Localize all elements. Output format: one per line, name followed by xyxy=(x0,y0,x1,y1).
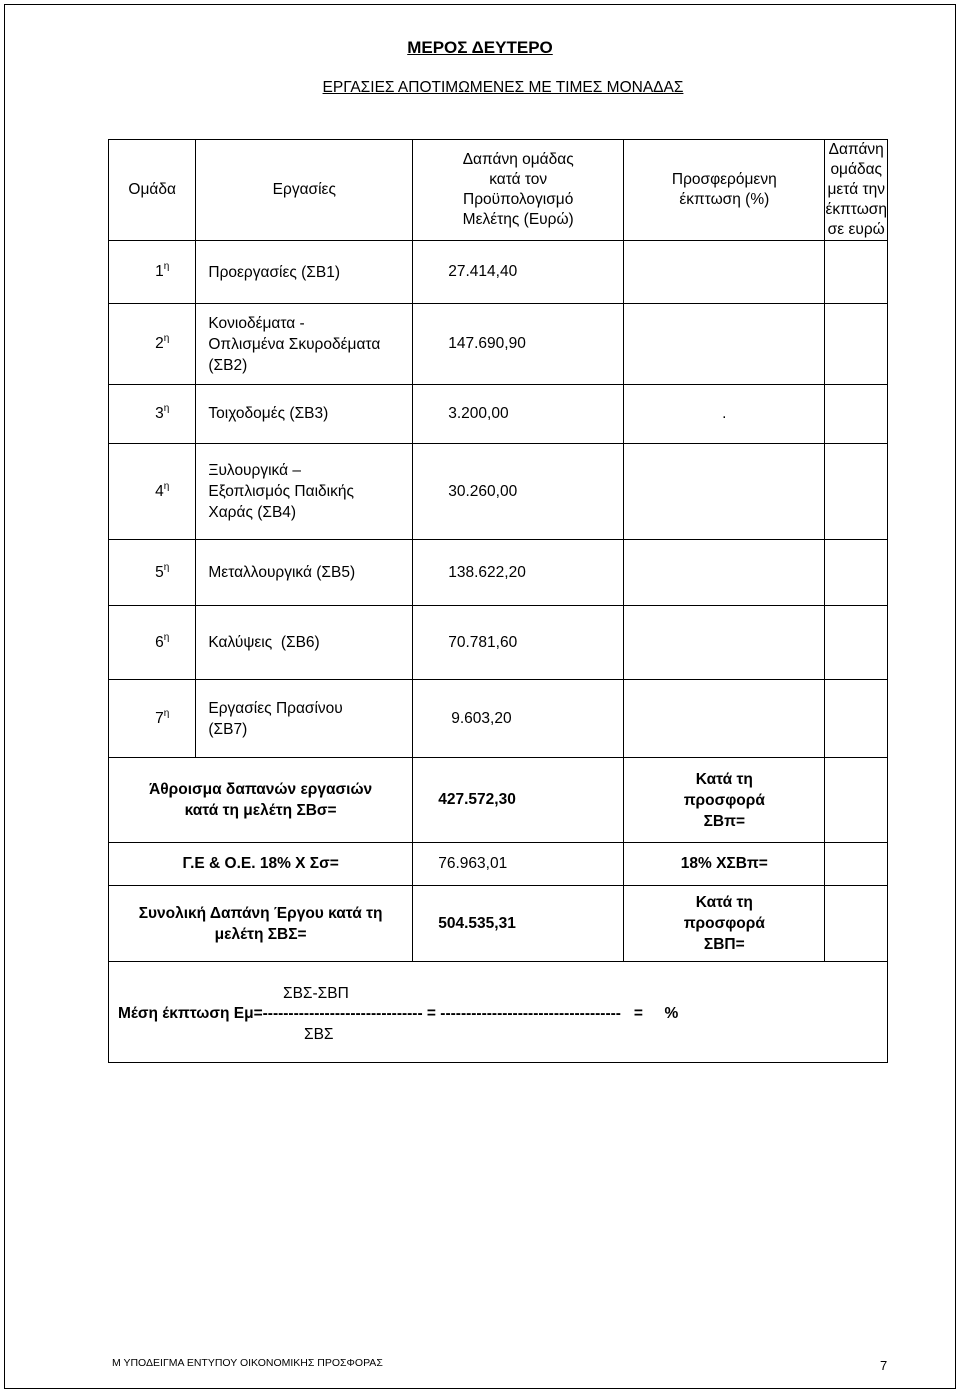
header-discount xyxy=(624,140,825,241)
discount-value xyxy=(624,304,825,385)
group-num: 6 xyxy=(155,633,164,651)
work-line: Ξυλουργικά – xyxy=(208,462,301,479)
header-works: Εργασίες xyxy=(196,140,413,241)
header-cost-line: Προϋπολογισμό xyxy=(463,191,574,208)
after-value xyxy=(825,606,888,680)
header-after-line: μετά την έκπτωση xyxy=(825,181,887,218)
header-cost-line: κατά τον xyxy=(489,171,548,188)
group-sup: η xyxy=(163,631,170,643)
sum-offer-line: ΣΒπ= xyxy=(703,812,745,830)
group-num: 5 xyxy=(155,563,164,581)
group-sup: η xyxy=(163,480,170,492)
discount-value: . xyxy=(624,385,825,444)
discount-value xyxy=(624,444,825,540)
group-number xyxy=(109,241,196,304)
formula-text: Μέση έκπτωση Εμ=------------------------------- = ----------------------------------- = % xyxy=(118,1005,679,1022)
discount-value xyxy=(624,241,825,304)
formula-denominator: ΣΒΣ xyxy=(304,1026,334,1043)
header-discount-line: Προσφερόμενη xyxy=(671,171,777,188)
header-cost-line: Μελέτης (Ευρώ) xyxy=(462,211,574,228)
work-line: Τοιχοδομές (ΣΒ3) xyxy=(208,405,329,422)
table-header-row xyxy=(109,140,888,241)
work-line: Κονιοδέματα - xyxy=(208,314,305,332)
table-row xyxy=(109,241,888,304)
work-name xyxy=(196,385,413,444)
table-row xyxy=(109,304,888,385)
group-sup: η xyxy=(163,333,170,344)
work-line: Προεργασίες (ΣΒ1) xyxy=(208,263,341,281)
total-offer-line: προσφορά xyxy=(683,915,765,932)
group-number xyxy=(109,444,196,540)
total-after xyxy=(825,886,888,962)
work-name xyxy=(196,304,413,385)
discount-value xyxy=(624,540,825,606)
sum-label-line: κατά τη μελέτη ΣΒσ= xyxy=(184,802,337,819)
table-row xyxy=(109,680,888,758)
sum-offer xyxy=(624,758,825,843)
after-value xyxy=(825,385,888,444)
cost-table xyxy=(108,139,888,1063)
group-num: 3 xyxy=(155,405,164,422)
group-sup: η xyxy=(163,561,170,573)
sum-row xyxy=(109,758,888,843)
work-line: Εργασίες Πρασίνου xyxy=(208,699,343,717)
table-row xyxy=(109,606,888,680)
header-after-line: Δαπάνη ομάδας xyxy=(828,141,884,178)
group-number xyxy=(109,385,196,444)
work-name xyxy=(196,606,413,680)
footer-text: Μ ΥΠΟΔΕΙΓΜΑ ΕΝΤΥΠΟΥ ΟΙΚΟΝΟΜΙΚΗΣ ΠΡΟΣΦΟΡΑΣ xyxy=(112,1357,383,1369)
group-num: 2 xyxy=(155,335,164,352)
work-line: Καλύψεις (ΣΒ6) xyxy=(208,633,320,651)
cost-value: 70.781,60 xyxy=(413,606,624,680)
header-discount-line: έκπτωση (%) xyxy=(679,191,770,208)
group-sup: η xyxy=(163,261,170,272)
page-title: ΜΕΡΟΣ ΔΕΥΤΕΡΟ xyxy=(407,38,553,57)
total-value: 504.535,31 xyxy=(413,886,624,962)
total-offer-line: ΣΒΠ= xyxy=(703,936,745,953)
work-name xyxy=(196,680,413,758)
cost-value: 138.622,20 xyxy=(413,540,624,606)
header-after-line: σε ευρώ xyxy=(827,221,885,238)
after-value xyxy=(825,540,888,606)
group-sup: η xyxy=(163,403,170,414)
work-line: Εξοπλισμός Παιδικής xyxy=(208,483,354,500)
sum-offer-line: Κατά τη xyxy=(695,770,753,788)
ge-label: Γ.Ε & Ο.Ε. 18% Χ Σσ= xyxy=(109,843,413,886)
cost-value: 27.414,40 xyxy=(413,241,624,304)
ge-value: 76.963,01 xyxy=(413,843,624,886)
table-row xyxy=(109,444,888,540)
work-name xyxy=(196,540,413,606)
after-value xyxy=(825,304,888,385)
work-line: Οπλισμένα Σκυροδέματα xyxy=(208,335,381,353)
cost-value: 9.603,20 xyxy=(413,680,624,758)
group-number xyxy=(109,680,196,758)
ge-row xyxy=(109,843,888,886)
sum-label xyxy=(109,758,413,843)
work-name xyxy=(196,444,413,540)
sum-after xyxy=(825,758,888,843)
page-number: 7 xyxy=(880,1358,888,1373)
group-sup: η xyxy=(163,707,170,719)
group-num: 4 xyxy=(155,482,164,500)
cost-value: 3.200,00 xyxy=(413,385,624,444)
total-label-line: Συνολική Δαπάνη Έργου κατά τη xyxy=(138,904,383,922)
group-number xyxy=(109,540,196,606)
discount-value xyxy=(624,606,825,680)
cost-value: 147.690,90 xyxy=(413,304,624,385)
page-subtitle: ΕΡΓΑΣΙΕΣ ΑΠΟΤΙΜΩΜΕΝΕΣ ΜΕ ΤΙΜΕΣ ΜΟΝΑΔΑΣ xyxy=(322,79,684,96)
cost-value: 30.260,00 xyxy=(413,444,624,540)
formula-main xyxy=(118,1005,918,1023)
sum-label-line: Άθροισμα δαπανών εργασιών xyxy=(149,781,373,798)
table-row xyxy=(109,540,888,606)
group-number xyxy=(109,606,196,680)
work-name xyxy=(196,241,413,304)
sum-offer-line: προσφορά xyxy=(683,791,765,809)
total-row xyxy=(109,886,888,962)
discount-value xyxy=(624,680,825,758)
header-group: Ομάδα xyxy=(109,140,196,241)
after-value xyxy=(825,444,888,540)
after-value xyxy=(825,680,888,758)
ge-offer: 18% ΧΣΒπ= xyxy=(624,843,825,886)
header-cost-line: Δαπάνη ομάδας xyxy=(462,151,574,168)
after-value xyxy=(825,241,888,304)
work-line: Χαράς (ΣΒ4) xyxy=(208,504,297,521)
group-num: 7 xyxy=(155,709,164,727)
ge-after xyxy=(825,843,888,886)
work-line: (ΣΒ7) xyxy=(208,720,248,738)
header-after xyxy=(825,140,888,241)
sum-value: 427.572,30 xyxy=(413,758,624,843)
work-line: (ΣΒ2) xyxy=(208,356,248,374)
total-offer-line: Κατά τη xyxy=(695,894,753,911)
total-offer xyxy=(624,886,825,962)
table-row xyxy=(109,385,888,444)
formula-numerator: ΣΒΣ-ΣΒΠ xyxy=(283,985,349,1002)
group-number xyxy=(109,304,196,385)
total-label-line: μελέτη ΣΒΣ= xyxy=(214,925,307,943)
work-line: Μεταλλουργικά (ΣΒ5) xyxy=(208,563,356,581)
group-num: 1 xyxy=(155,263,164,280)
header-cost xyxy=(413,140,624,241)
total-label xyxy=(109,886,413,962)
